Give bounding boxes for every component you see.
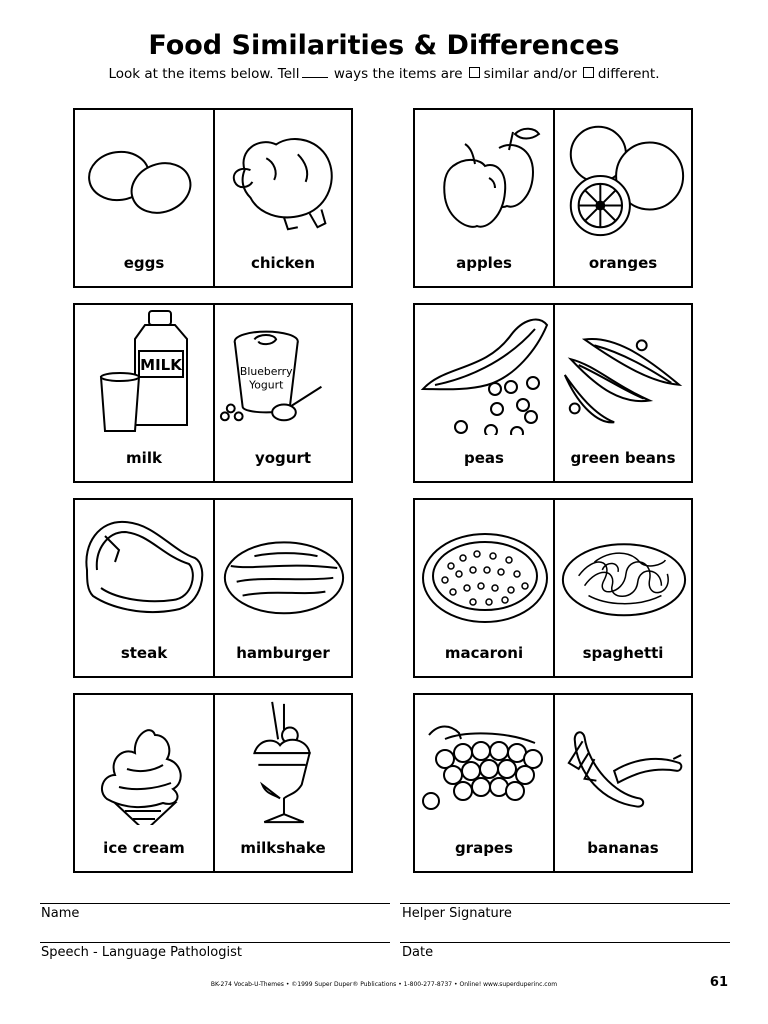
slp-label: Speech - Language Pathologist (41, 945, 242, 960)
green-beans-icon (555, 305, 691, 435)
food-label: yogurt (254, 449, 312, 467)
food-card-peas (415, 305, 553, 481)
helper-signature-label: Helper Signature (402, 906, 512, 921)
page-number: 61 (709, 975, 728, 990)
instructions-option-different: different. (597, 66, 660, 82)
similar-checkbox[interactable] (469, 67, 480, 78)
peas-icon (415, 305, 553, 435)
macaroni-icon (415, 500, 553, 630)
food-label: macaroni (444, 644, 524, 662)
food-label: bananas (587, 839, 659, 857)
milk-carton-text: MILK (140, 356, 182, 374)
instructions-text-2: ways the items are (333, 66, 463, 82)
different-checkbox[interactable] (583, 67, 594, 78)
food-pair-peas-green-beans (413, 303, 693, 483)
food-card-macaroni (415, 500, 553, 676)
food-pair-macaroni-spaghetti (413, 498, 693, 678)
food-pair-steak-hamburger (73, 498, 353, 678)
milkshake-icon (215, 695, 351, 825)
date-label: Date (402, 945, 434, 960)
food-card-chicken (213, 110, 351, 286)
oranges-icon (555, 110, 691, 240)
food-label: oranges (588, 254, 658, 272)
food-label: eggs (123, 254, 165, 272)
yogurt-cup-text-2: Yogurt (249, 378, 284, 392)
food-label: milkshake (240, 839, 326, 857)
footer-credits: BK-274 Vocab-U-Themes • ©1999 Super Duper® Publications • 1-800-277-8737 • Online! www.superduperinc.com (210, 981, 558, 988)
eggs-icon (75, 110, 213, 240)
food-card-eggs (75, 110, 213, 286)
food-card-milk (75, 305, 213, 481)
chicken-icon (215, 110, 351, 240)
food-label: chicken (250, 254, 316, 272)
apples-icon (415, 110, 553, 240)
steak-icon (75, 500, 213, 630)
food-label: grapes (454, 839, 514, 857)
instructions-blank (302, 77, 328, 78)
food-label: apples (456, 254, 512, 272)
food-label: peas (464, 449, 504, 467)
food-card-green-beans (553, 305, 691, 481)
food-card-bananas (553, 695, 691, 871)
food-card-oranges (553, 110, 691, 286)
grapes-icon (415, 695, 553, 825)
instructions (0, 66, 768, 82)
food-pair-grapes-bananas (413, 693, 693, 873)
food-label: green beans (570, 449, 676, 467)
hamburger-icon (215, 500, 351, 630)
bananas-icon (555, 695, 691, 825)
instructions-option-similar: similar and/or (483, 66, 577, 82)
food-card-milkshake (213, 695, 351, 871)
food-card-ice-cream (75, 695, 213, 871)
food-label: spaghetti (582, 644, 664, 662)
food-label: ice cream (103, 839, 185, 857)
food-pair-eggs-chicken (73, 108, 353, 288)
ice-cream-icon (75, 695, 213, 825)
helper-signature-line (400, 903, 730, 904)
food-card-grapes (415, 695, 553, 871)
food-label: steak (120, 644, 168, 662)
yogurt-cup-text-1: Blueberry (239, 364, 293, 378)
name-label: Name (41, 906, 80, 921)
food-label: hamburger (236, 644, 330, 662)
food-pair-apples-oranges (413, 108, 693, 288)
food-pair-milk-yogurt (73, 303, 353, 483)
name-line (40, 903, 390, 904)
food-card-steak (75, 500, 213, 676)
spaghetti-icon (555, 500, 691, 630)
milk-icon (75, 305, 213, 435)
food-label: milk (126, 449, 162, 467)
date-line (400, 942, 730, 943)
page-title: Food Similarities & Differences (148, 30, 620, 61)
yogurt-icon (215, 305, 351, 435)
instructions-text-1: Look at the items below. Tell (108, 66, 300, 82)
food-card-spaghetti (553, 500, 691, 676)
slp-line (40, 942, 390, 943)
food-card-yogurt (213, 305, 351, 481)
food-pair-ice-cream-milkshake (73, 693, 353, 873)
food-card-hamburger (213, 500, 351, 676)
food-card-apples (415, 110, 553, 286)
